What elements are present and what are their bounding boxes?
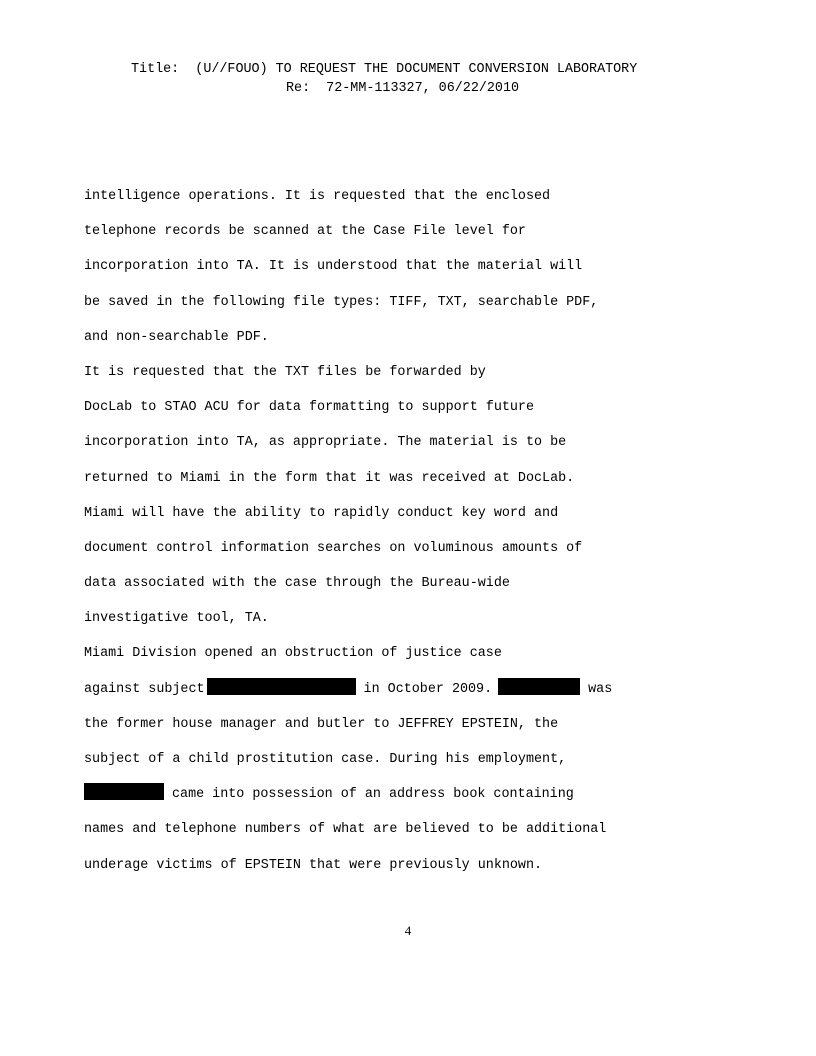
body-line: underage victims of EPSTEIN that were previously unknown. [84, 857, 543, 873]
redaction-block [84, 783, 164, 800]
document-body [84, 186, 784, 890]
body-line: document control information searches on voluminous amounts of [84, 540, 583, 556]
body-text-segment: was [588, 681, 613, 697]
body-line: the former house manager and butler to JEFFREY EPSTEIN, the [84, 716, 559, 732]
body-line: Miami Division opened an obstruction of justice case [84, 646, 502, 662]
body-line: data associated with the case through the Bureau-wide [84, 576, 510, 592]
body-line: investigative tool, TA. [84, 611, 269, 627]
document-title: Title: (U//FOUO) TO REQUEST THE DOCUMENT CONVERSION LABORATORY [131, 62, 638, 77]
redaction-block [498, 678, 580, 695]
body-text-segment: came into possession of an address book containing [172, 787, 574, 803]
body-line: It is requested that the TXT files be forwarded by [84, 364, 486, 380]
body-line-with-redaction [84, 784, 784, 819]
body-text-segment: against subject [84, 681, 205, 697]
body-line: Miami will have the ability to rapidly conduct key word and [84, 505, 559, 521]
body-line-with-redactions [84, 679, 784, 714]
body-line: subject of a child prostitution case. During his employment, [84, 752, 567, 767]
body-line: DocLab to STAO ACU for data formatting to support future [84, 400, 534, 416]
body-line: incorporation into TA, as appropriate. The material is to be [84, 435, 567, 451]
document-reference: Re: 72-MM-113327, 06/22/2010 [286, 81, 520, 96]
body-line: be saved in the following file types: TIFF, TXT, searchable PDF, [84, 294, 599, 310]
body-line: names and telephone numbers of what are believed to be additional [84, 822, 607, 838]
body-line: returned to Miami in the form that it was received at DocLab. [84, 470, 575, 486]
body-line: intelligence operations. It is requested that the enclosed [84, 189, 551, 204]
body-text-segment: in October 2009. [363, 681, 493, 697]
body-line: telephone records be scanned at the Case File level for [84, 224, 526, 240]
page-number: 4 [404, 923, 412, 938]
body-line: incorporation into TA. It is understood that the material will [84, 259, 583, 275]
body-line: and non-searchable PDF. [84, 329, 269, 345]
redaction-block [207, 678, 356, 695]
